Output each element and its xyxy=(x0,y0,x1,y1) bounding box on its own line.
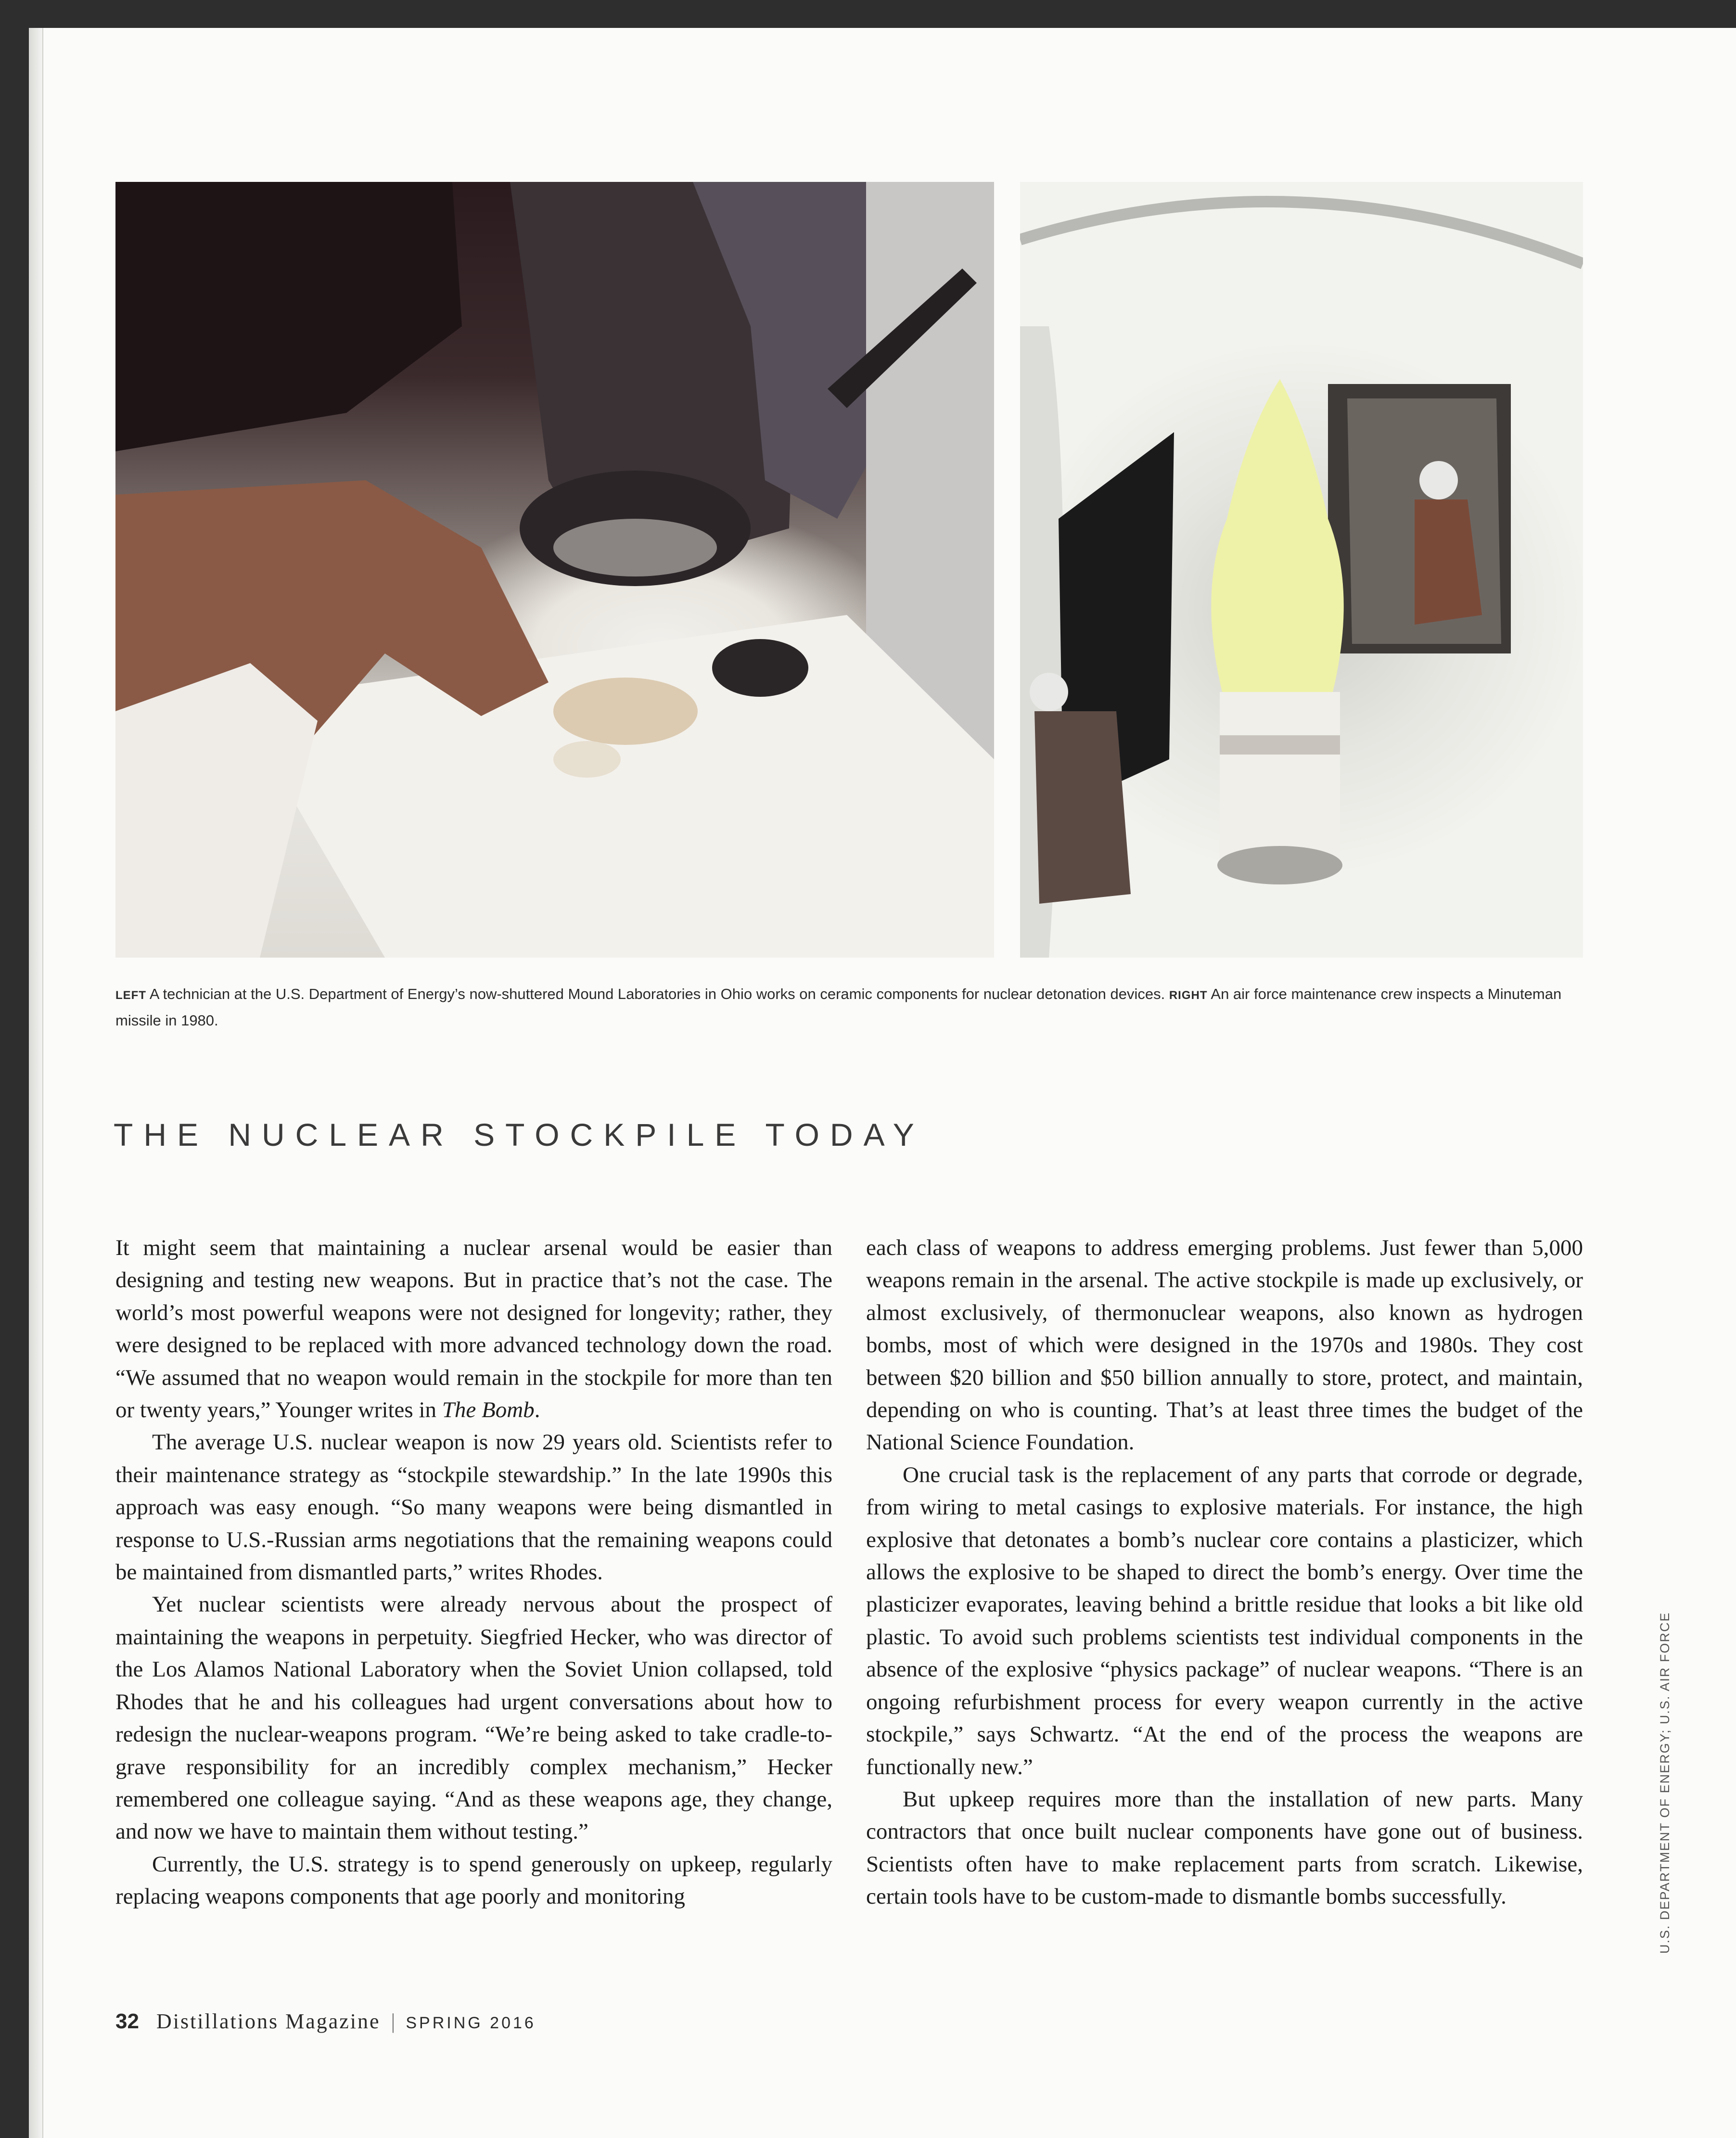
technician-illustration xyxy=(115,182,994,958)
paragraph: One crucial task is the replacement of any parts that corrode or degrade, from wiring to metal casings to explosive materials. For instance, the high explosive that detonates a bomb’s nuclear core contains a plasticizer, which allows the explosive to be shaped to direct the bomb’s energy. Over time the plasticizer evaporates, leaving behind a brittle residue that looks a bit like old plastic. To avoid such problems scientists test individual components in the absence of the explosive “physics package” of nuclear weapons. “There is an ongoing refurbishment process for every weapon currently in the active stockpile,” says Schwartz. “At the end of the process the weapons are functionally new.” xyxy=(866,1462,1583,1780)
photo-credit: U.S. DEPARTMENT OF ENERGY; U.S. AIR FORCE xyxy=(1658,1612,1672,1954)
paragraph xyxy=(115,1232,832,1426)
magazine-name: Distillations Magazine xyxy=(156,2010,381,2033)
page-fold-edge xyxy=(29,28,43,2138)
footer-separator: | xyxy=(391,2010,396,2033)
photo-caption xyxy=(115,982,1593,1033)
paragraph: But upkeep requires more than the installation of new parts. Many contractors that once built nuclear components have gone out of business. Scientists often have to make replacement parts from scratch. Likewise, certain tools have to be custom-made to dismantle bombs successfully. xyxy=(866,1786,1583,1909)
paragraph: each class of weapons to address emerging problems. Just fewer than 5,000 weapons remain in the arsenal. The active stockpile is made up exclusively, or almost exclusively, of thermonuclear weapons, also known as hydrogen bombs, most of which were designed in the 1970s and 1980s. They cost between $20 billion and $50 billion annually to store, protect, and maintain, depending on who is counting. That’s at least three times the budget of the National Science Foundation. xyxy=(866,1235,1583,1455)
missile-silo-illustration xyxy=(1020,182,1583,958)
photo-technician-microscope xyxy=(115,182,994,958)
caption-right-tag: RIGHT xyxy=(1169,989,1208,1002)
caption-left-text: A technician at the U.S. Department of Energy’s now-shuttered Mound Laboratories in Ohio works on ceramic components for nuclear detonation devices. xyxy=(146,986,1169,1002)
article-column-right xyxy=(866,1232,1583,1913)
paragraph-text: It might seem that maintaining a nuclear arsenal would be easier than designing and testing new weapons. But in practice that’s not the case. The world’s most powerful weapons were not designed for longevity; rather, they were designed to be replaced with more advanced technology down the road. “We assumed that no weapon would remain in the stockpile for more than ten or twenty years,” Younger writes in The Bomb. xyxy=(115,1235,832,1423)
paragraph: Yet nuclear scientists were already nervous about the prospect of maintaining the weapons in perpetuity. Siegfried Hecker, who was director of the Los Alamos National Laboratory when the Soviet Union collapsed, told Rhodes that he and his colleagues had urgent conversations about how to redesign the nuclear-weapons program. “We’re being asked to take cradle-to-grave responsibility for an incredibly complex mechanism,” Hecker remembered one colleague saying. “And as these weapons age, they change, and now we have to maintain them without testing.” xyxy=(115,1592,832,1844)
issue-season: SPRING 2016 xyxy=(406,2014,536,2032)
book-title: The Bomb xyxy=(442,1397,535,1423)
page-footer xyxy=(115,2009,536,2034)
page-number: 32 xyxy=(115,2010,139,2033)
paragraph: The average U.S. nuclear weapon is now 29 years old. Scientists refer to their maintenance strategy as “stockpile stewardship.” In the late 1990s this approach was easy enough. “So many weapons were being dismantled in response to U.S.-Russian arms negotiations that the remaining weapons could be maintained from dismantled parts,” writes Rhodes. xyxy=(115,1430,832,1585)
article-column-left xyxy=(115,1232,832,1913)
caption-left-tag: LEFT xyxy=(115,989,146,1002)
paragraph: Currently, the U.S. strategy is to spend generously on upkeep, regularly replacing weapons components that age poorly and monitoring xyxy=(115,1851,832,1909)
caption-right-text: An air force maintenance crew inspects a Minuteman missile in 1980. xyxy=(115,986,1562,1029)
section-title: THE NUCLEAR STOCKPILE TODAY xyxy=(114,1117,925,1152)
photo-minuteman-missile xyxy=(1020,182,1583,958)
